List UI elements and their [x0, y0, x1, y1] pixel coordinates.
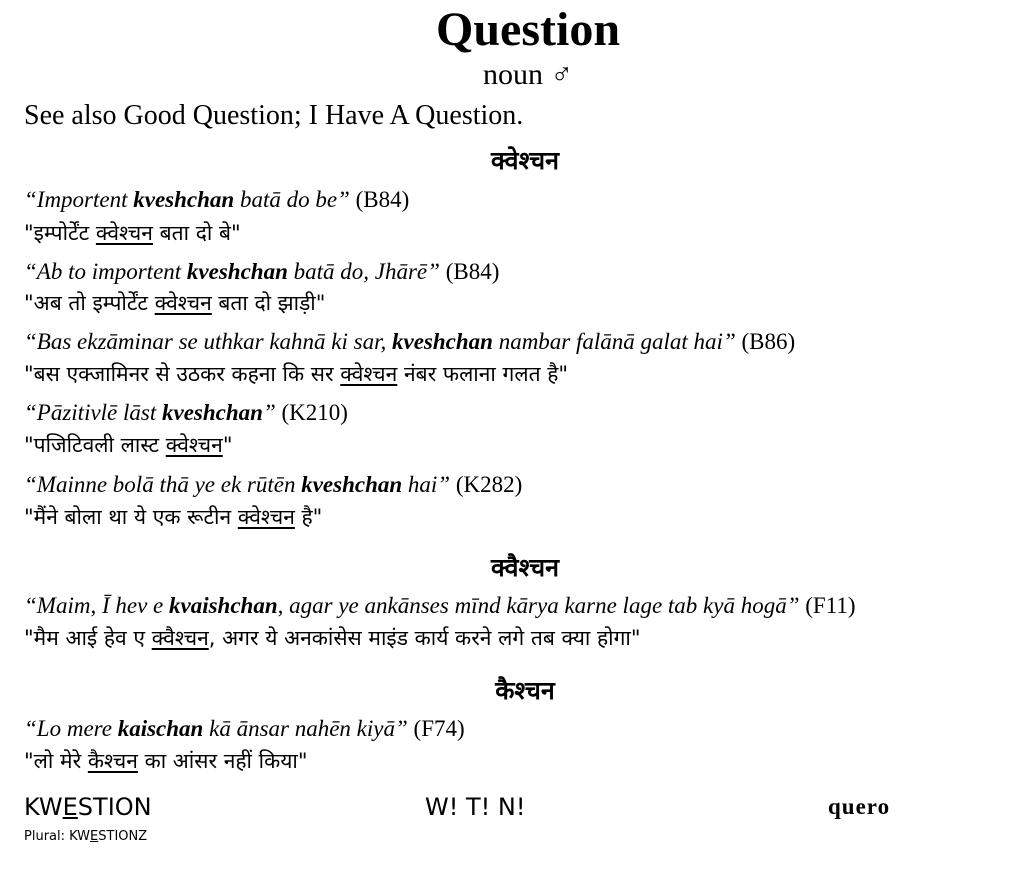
keyword: kaischan [117, 716, 204, 741]
source-ref: (K210) [275, 400, 348, 425]
footer-middle: W! T! N! [425, 793, 526, 821]
section-heading: कैश्चन [495, 676, 555, 705]
devanagari-quote: "अब तो इम्पोर्टेंट क्वेश्चन बता दो झाड़ी" [24, 291, 326, 315]
keyword: kveshchan [133, 187, 235, 212]
source-ref: (B86) [735, 329, 796, 354]
keyword: kveshchan [391, 329, 493, 354]
footer-word: KWESTION [24, 793, 152, 821]
source-ref: (F74) [407, 716, 465, 741]
devanagari-quote: "मैंने बोला था ये एक रूटीन क्वेश्चन है" [24, 505, 323, 529]
devanagari-quote: "मैम आई हेव ए क्वैश्चन, अगर ये अनकांसेस माइंड कार्य करने लगे तब क्या होगा" [24, 626, 641, 650]
devanagari-quote: "इम्पोर्टेंट क्वेश्चन बता दो बे" [24, 221, 241, 245]
romanized-quote: “Pāzitivlē lāst kveshchan” (K210) [24, 400, 348, 425]
devanagari-quote: "लो मेरे कैश्चन का आंसर नहीं किया" [24, 749, 308, 773]
keyword: kveshchan [186, 259, 288, 284]
keyword: kveshchan [301, 472, 403, 497]
footer-plural: Plural: KWESTIONZ [24, 829, 148, 844]
footer-right: quero [828, 794, 891, 819]
devanagari-quote: "पजिटिवली लास्ट क्वेश्चन" [24, 433, 233, 457]
keyword-underlined: क्वेश्चन [237, 505, 295, 529]
keyword-underlined: क्वेश्चन [165, 433, 223, 457]
see-also: See also Good Question; I Have A Question. [24, 100, 524, 131]
keyword-underlined: क्वेश्चन [95, 221, 153, 245]
devanagari-quote: "बस एक्जामिनर से उठकर कहना कि सर क्वेश्चन नंबर फलाना गलत है" [24, 362, 569, 386]
romanized-quote: “Lo mere kaischan kā ānsar nahēn kiyā” (F74) [24, 716, 465, 741]
keyword: kvaishchan [169, 593, 278, 618]
romanized-quote: “Importent kveshchan batā do be” (B84) [24, 187, 410, 212]
keyword-underlined: कैश्चन [87, 749, 138, 773]
romanized-quote: “Ab to importent kveshchan batā do, Jhārē” (B84) [24, 259, 500, 284]
section-heading: क्वैश्चन [491, 553, 559, 582]
source-ref: (B84) [349, 187, 410, 212]
romanized-quote: “Maim, Ī hev e kvaishchan, agar ye ankānses mīnd kārya karne lage tab kyā hogā” (F11) [24, 593, 856, 618]
section-heading: क्वेश्चन [491, 146, 559, 175]
keyword-underlined: क्वेश्चन [154, 291, 212, 315]
source-ref: (K282) [450, 472, 523, 497]
keyword-underlined: क्वैश्चन [151, 626, 209, 650]
entry-title: Question [435, 3, 621, 56]
source-ref: (F11) [799, 593, 856, 618]
romanized-quote: “Bas ekzāminar se uthkar kahnā ki sar, kveshchan nambar falānā galat hai” (B86) [24, 329, 796, 354]
keyword-underlined: क्वेश्चन [340, 362, 398, 386]
part-of-speech: noun ♂ [483, 58, 573, 91]
source-ref: (B84) [439, 259, 500, 284]
romanized-quote: “Mainne bolā thā ye ek rūtēn kveshchan hai” (K282) [24, 472, 523, 497]
keyword: kveshchan [162, 400, 263, 425]
